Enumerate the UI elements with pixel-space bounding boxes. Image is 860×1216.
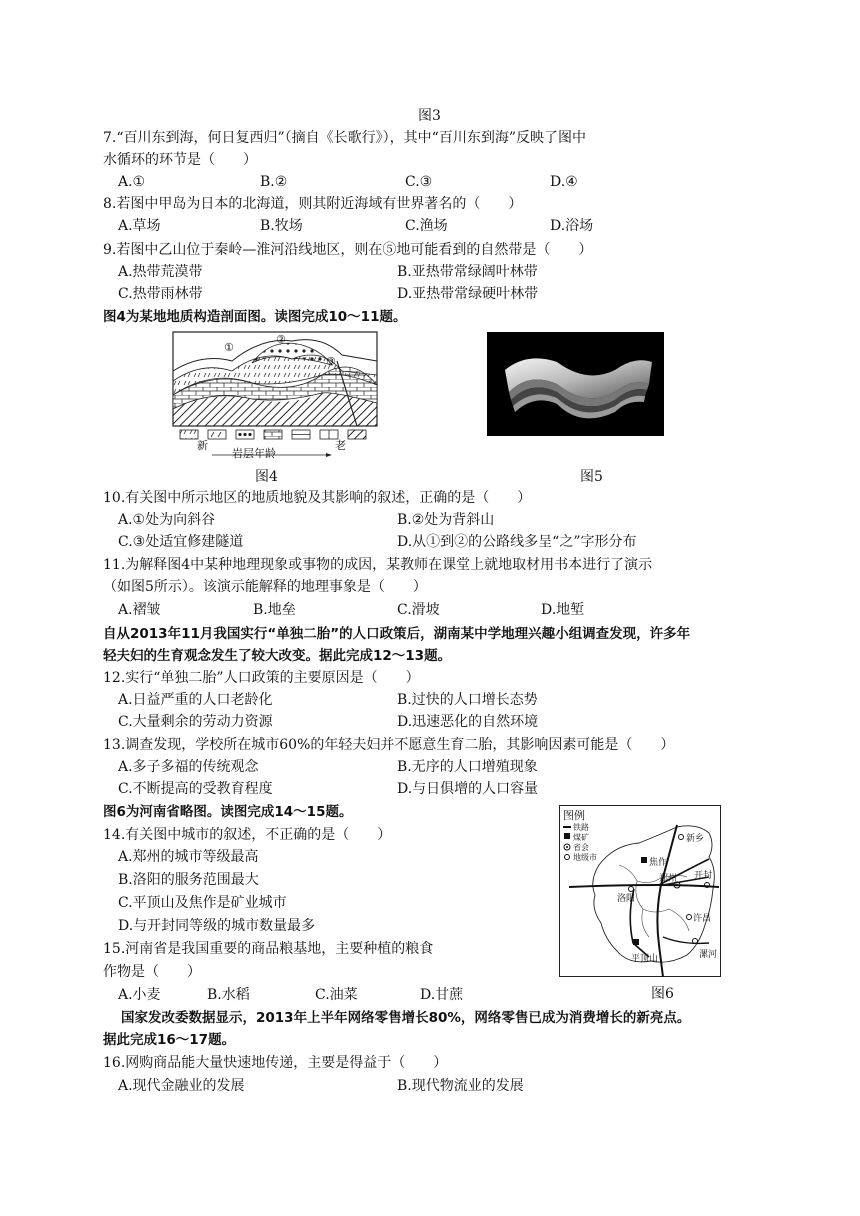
q16-option-b: B.现代物流业的发展 [397,1078,524,1094]
fig6-city-xuchang: 许昌 [693,914,712,924]
fig3-caption: 图3 [418,108,441,124]
fig6-city-pingdingshan: 平顶山 [631,954,659,964]
q14-option-a: A.郑州的城市等级最高 [118,849,259,865]
fig6-legend-title: 图例 [563,809,585,822]
q7-option-b: B.② [260,174,288,190]
intro-16-17-line1: 国家发改委数据显示，2013年上半年网络零售增长80%，网络零售已成为消费增长的新亮点。 [121,1010,691,1026]
q11-option-a: A.褶皱 [118,602,161,618]
q16-stem: 16.网购商品能大量快速地传递，主要是得益于（ ） [103,1055,448,1071]
q12-stem: 12.实行“单独二胎”人口政策的主要原因是（ ） [103,670,420,686]
intro-10-11: 图4为某地地质构造剖面图。读图完成10～11题。 [103,309,407,325]
q10-option-b: B.②处为背斜山 [397,512,495,528]
q15-stem-line1: 15.河南省是我国重要的商品粮基地，主要种植的粮食 [103,941,434,957]
q11-stem-line2: （如图5所示）。该演示能解释的地理事象是（ ） [103,579,427,595]
fig6-henan-map [559,805,721,977]
q7-stem-line2: 水循环的环节是（ ） [103,152,257,168]
fig4-axis-label: 岩层年龄 [232,447,276,460]
q8-option-c: C.渔场 [405,218,448,234]
q14-option-d: D.与开封同等级的城市数量最多 [118,918,316,934]
q11-option-b: B.地垒 [253,602,296,618]
fig4-label-2: ② [276,333,286,346]
fig6-legend-coal-mine: 煤矿 [573,833,589,842]
q10-option-c: C.③处适宜修建隧道 [118,534,244,550]
q10-stem: 10.有关图中所示地区的地质地貌及其影响的叙述，正确的是（ ） [103,490,532,506]
q15-option-d: D.甘蔗 [420,987,464,1003]
fig4-cross-section [172,331,378,427]
q15-stem-line2: 作物是（ ） [103,964,201,980]
q8-option-a: A.草场 [118,218,161,234]
q10-option-a: A.①处为向斜谷 [118,512,216,528]
q8-stem: 8.若图中甲岛为日本的北海道，则其附近海域有世界著名的（ ） [103,196,523,212]
intro-12-13-line2: 轻夫妇的生育观念发生了较大改变。据此完成12～13题。 [103,648,452,664]
q11-option-c: C.滑坡 [397,602,440,618]
fig6-legend-prefecture-city: 地级市 [573,853,597,862]
fig6-legend-capital: 省会 [573,843,589,852]
q11-stem-line1: 11.为解释图4中某种地理现象或事物的成因，某教师在课堂上就地取材用书本进行了演示 [103,557,653,573]
intro-16-17-line2: 据此完成16～17题。 [103,1032,236,1048]
q7-option-d: D.④ [550,174,578,190]
fig4-label-3: ③ [326,355,336,368]
fig6-caption: 图6 [651,986,674,1002]
q9-option-c: C.热带雨林带 [118,286,203,302]
fig4-legend-new: 新 [197,439,208,452]
q12-option-d: D.迅速恶化的自然环境 [397,714,539,730]
fig5-book-fold-photo [487,332,664,436]
q14-option-b: B.洛阳的服务范围最大 [118,872,259,888]
fig6-city-kaifeng: 开封 [694,871,713,881]
q7-stem-line1: 7.“百川东到海，何日复西归”（摘自《长歌行》），其中“百川东到海”反映了图中 [103,130,586,146]
q14-option-c: C.平顶山及焦作是矿业城市 [118,895,287,911]
q15-option-c: C.油菜 [315,987,358,1003]
q13-option-c: C.不断提高的受教育程度 [118,781,273,797]
q11-option-d: D.地堑 [541,602,585,618]
fig6-city-jiaozuo: 焦作 [649,858,668,868]
fig4-caption: 图4 [255,469,278,485]
fig4-label-1: ① [224,341,234,354]
q8-option-d: D.浴场 [550,218,594,234]
fig6-legend-railway: 铁路 [573,823,589,832]
q12-option-b: B.过快的人口增长态势 [397,692,538,708]
fig6-city-xinxiang: 新乡 [686,834,705,844]
q15-option-a: A.小麦 [118,987,161,1003]
fig6-city-zhengzhou: 郑州 [659,874,678,884]
q13-option-b: B.无序的人口增殖现象 [397,759,538,775]
fig6-city-luoyang: 洛阳 [617,894,636,904]
q9-option-d: D.亚热带常绿硬叶林带 [397,286,539,302]
q14-stem: 14.有关图中城市的叙述，不正确的是（ ） [103,827,392,843]
q13-stem: 13.调查发现，学校所在城市60%的年轻夫妇并不愿意生育二胎，其影响因素可能是（ ） [103,737,675,753]
q12-option-a: A.日益严重的人口老龄化 [118,692,273,708]
intro-12-13-line1: 自从2013年11月我国实行“单独二胎”的人口政策后，湖南某中学地理兴趣小组调查发现，许多年 [103,626,691,642]
q9-stem: 9.若图中乙山位于秦岭—淮河沿线地区，则在⑤地可能看到的自然带是（ ） [103,242,593,258]
fig5-caption: 图5 [580,469,603,485]
q10-option-d: D.从①到②的公路线多呈“之”字形分布 [397,534,637,550]
intro-14-15: 图6为河南省略图。读图完成14～15题。 [103,804,353,820]
q8-option-b: B.牧场 [260,218,303,234]
q7-option-c: C.③ [405,174,433,190]
q13-option-d: D.与日俱增的人口容量 [397,781,539,797]
q9-option-b: B.亚热带常绿阔叶林带 [397,264,538,280]
q7-option-a: A.① [118,174,146,190]
q12-option-c: C.大量剩余的劳动力资源 [118,714,273,730]
fig4-legend-old: 老 [335,439,346,452]
q15-option-b: B.水稻 [207,987,250,1003]
fig6-city-luohe: 漯河 [699,950,718,960]
q13-option-a: A.多子多福的传统观念 [118,759,259,775]
q9-option-a: A.热带荒漠带 [118,264,203,280]
q16-option-a: A.现代金融业的发展 [118,1078,245,1094]
